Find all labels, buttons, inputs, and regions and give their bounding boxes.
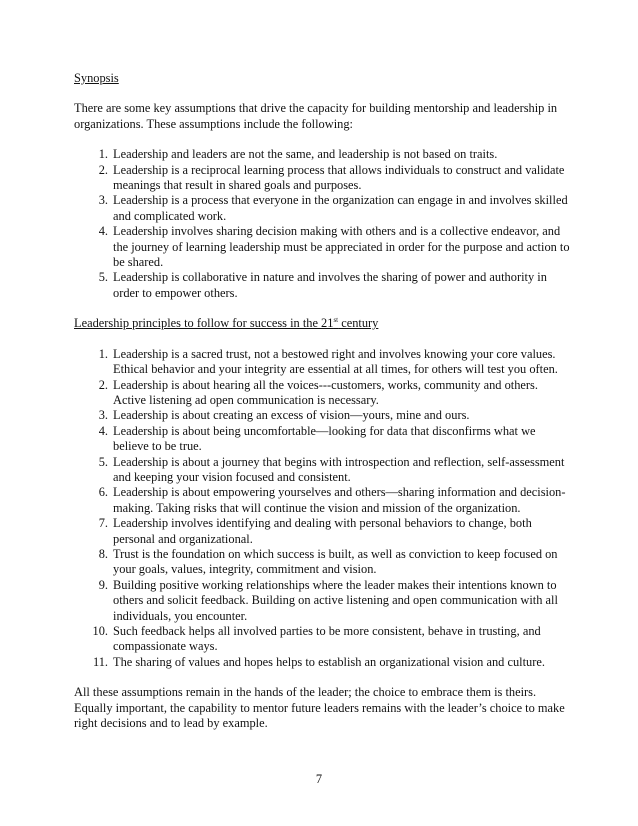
list-item: 1. Leadership is a sacred trust, not a bestowed right and involves knowing your core values. Ethical behavior and your integrity are essential at all times, for others will test you often. [98,346,558,377]
list-item: 8. Trust is the foundation on which success is built, as well as conviction to keep focused on your goals, values, integrity, commitment and vision. [98,546,558,577]
list-item: 3. Leadership is a process that everyone in the organization can engage in and involves skilled and complicated work. [98,193,568,223]
list-item: 2. Leadership is about hearing all the voices---customers, works, community and others. Active listening ad open communication is necessary. [98,377,538,407]
list-item: 9. Building positive working relationships where the leader makes their intentions known to others and solicit feedback. Building on active listening and open communication with all individuals, you encounter. [98,577,558,623]
principles-list [74,347,570,671]
list-item: 1. Leadership and leaders are not the same, and leadership is not based on traits. [98,147,498,162]
closing-paragraph: All these assumptions remain in the hands of the leader; the choice to embrace them is theirs. Equally important, the capability to mentor future leaders remains with the leader’s choice to make right decisions and to lead by example. [74,685,565,731]
superscript: st [333,316,339,325]
list-item: 5. Leadership is collaborative in nature and involves the sharing of power and authority in order to empower others. [98,270,547,300]
synopsis-intro: There are some key assumptions that drive the capacity for building mentorship and leadership in organizations. These assumptions include the following: [74,101,558,131]
list-item: 4. Leadership is about being uncomfortable—looking for data that disconfirms what we believe to be true. [98,423,536,454]
list-item: 4. Leadership involves sharing decision making with others and is a collective endeavor, and the journey of learning leadership must be appreciated in order for the purpose and action to be shared. [98,224,570,270]
list-item: 6. Leadership is about empowering yourselves and others—sharing information and decision-making. Taking risks that will continue the vision and mission of the organization. [98,485,566,515]
assumptions-list [74,147,570,301]
document-page [74,71,570,731]
list-item: 10. Such feedback helps all involved parties to be more consistent, behave in trusting, and compassionate ways. [92,624,541,654]
page-number: 7 [315,772,323,786]
list-item: 2. Leadership is a reciprocal learning process that allows individuals to construct and validate meanings that result in shared goals and purposes. [98,162,565,193]
synopsis-heading: Synopsis [74,71,119,85]
list-item: 7. Leadership involves identifying and dealing with personal behaviors to change, both personal and organizational. [98,516,532,546]
list-item: 11. The sharing of values and hopes helps to establish an organizational vision and culture. [92,654,545,669]
principles-heading: Leadership principles to follow for success in the 21st century [74,316,379,331]
list-item: 5. Leadership is about a journey that begins with introspection and reflection, self-assessment and keeping your vision focused and consistent. [98,454,565,484]
list-item: 3. Leadership is about creating an excess of vision—yours, mine and ours. [98,408,470,423]
